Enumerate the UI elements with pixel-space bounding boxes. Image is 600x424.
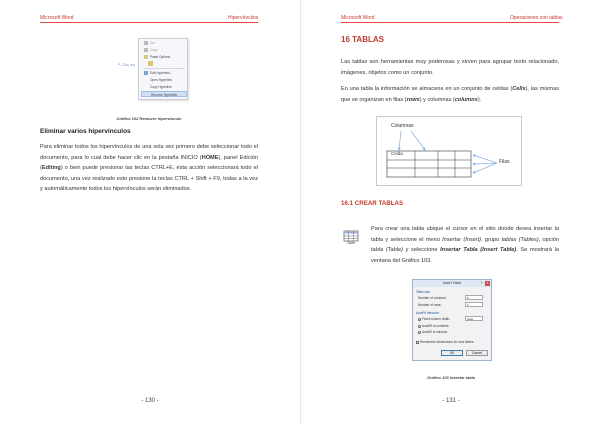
- radio-icon: [418, 331, 421, 334]
- table-size-section: Table size: [416, 290, 431, 294]
- context-menu-figure: [118, 38, 190, 102]
- menu-item-cut[interactable]: Cut: [144, 40, 155, 46]
- close-button[interactable]: x: [486, 281, 489, 285]
- autofit-section: AutoFit behavior: [416, 311, 440, 315]
- link-icon: [144, 71, 148, 75]
- row-arrow: [473, 163, 497, 164]
- diagram-cell-label: Celda: [391, 151, 403, 156]
- page-number-right: - 131 -: [442, 398, 460, 404]
- cancel-button[interactable]: Cancel: [466, 350, 488, 356]
- fixed-width-option[interactable]: Fixed column width:: [418, 317, 450, 321]
- autofit-contents-option[interactable]: AutoFit to contents: [418, 324, 449, 328]
- cols-stepper[interactable]: 5: [465, 295, 483, 300]
- column-arrow: [411, 131, 425, 150]
- table-diagram: [376, 116, 522, 186]
- checkbox-icon: [416, 341, 419, 344]
- clipboard-icon: [144, 55, 148, 59]
- menu-item-open-hyperlink[interactable]: Open Hyperlink: [150, 78, 172, 82]
- diagram-rows-label: Filas: [499, 159, 510, 165]
- menu-item-copy-hyperlink[interactable]: Copy Hyperlink: [150, 85, 172, 89]
- context-menu: [138, 38, 188, 100]
- pointer-icon: ↖: [118, 62, 122, 67]
- table-icon: [343, 229, 359, 249]
- right-header-section: Operaciones con tablas: [510, 15, 563, 21]
- figure-caption-103: Gráfico 103 Insertar tabla: [426, 375, 476, 380]
- right-header-rule: [341, 22, 559, 23]
- cells-paragraph: En una tabla la información se almacena en un conjunto de celdas (Cells), las mismas que se organizan en filas (rows) y columnas (columns).: [341, 86, 559, 103]
- row-arrow: [473, 163, 497, 173]
- ok-button[interactable]: OK: [441, 350, 463, 356]
- cols-label: Number of columns:: [418, 296, 447, 300]
- right-header-title: Microsoft Word: [341, 15, 375, 21]
- autofit-window-option[interactable]: AutoFit to window: [418, 330, 447, 334]
- intro-paragraph: Las tablas son herramientas muy poderosas y sirven para agrupar texto relacionado, imágenes, objetos como un conjunto.: [341, 59, 559, 76]
- menu-item-remove-hyperlink[interactable]: Remove Hyperlink: [141, 91, 187, 97]
- rows-stepper[interactable]: 2: [465, 302, 483, 307]
- fixed-width-select[interactable]: Auto: [465, 316, 483, 321]
- remember-dimensions-checkbox[interactable]: Remember dimensions for new tables: [416, 340, 474, 344]
- menu-separator: [143, 68, 185, 69]
- radio-selected-icon: [418, 318, 421, 321]
- help-icon[interactable]: ?: [480, 281, 483, 285]
- menu-item-edit-hyperlink[interactable]: Edit Hyperlink...: [144, 70, 172, 76]
- rows-label: Number of rows:: [418, 303, 442, 307]
- column-arrow: [399, 131, 401, 150]
- subsection-title: 16.1 CREAR TABLAS: [341, 200, 404, 207]
- paste-icon: [148, 61, 153, 66]
- figure-caption-102: Gráfico 102 Remover hipervínculo: [116, 116, 182, 121]
- menu-item-copy[interactable]: Copy: [144, 47, 157, 53]
- page-number-left: - 130 -: [141, 398, 159, 404]
- cursor-text: ↖ Clic aq: [118, 62, 135, 67]
- menu-item-paste-options[interactable]: Paste Options:: [144, 54, 171, 60]
- copy-icon: [144, 48, 148, 52]
- dialog-title: Insert Table: [413, 280, 491, 287]
- paste-icon-button[interactable]: [148, 60, 155, 66]
- table-icon-label: Table: [346, 241, 356, 245]
- radio-icon: [418, 325, 421, 328]
- create-paragraph-a: Para crear una tabla ubique el cursor en el sitio donde desea insertar la tabla y seleccione el menú Insertar (Insert), grupo tablas (Tables), opción tabla (Table) y seleccione Insertar Tabla (Insert Table). Se mostrará la ventana del Gráfico 103.: [371, 226, 560, 264]
- left-paragraph: Para eliminar todos los hipervínculos de una sola vez primero debe seleccionar todo el documento, para lo cual debe hacer clic en la pestaña INICIO (HOME), panel Edición (Editing) o bien puede presionar las teclas CTRL+E, ésta acción seleccionará todo el documento, una vez realizado esto presione la teclas CTRL + Shift + F9, todas a la vez y automáticamente todos los hipervínculos serán eliminados.: [40, 144, 259, 192]
- chapter-title: 16 TABLAS: [341, 35, 384, 44]
- row-arrow: [473, 155, 497, 163]
- insert-table-dialog: [412, 279, 492, 361]
- left-header-section: Hipervínculos: [228, 15, 259, 21]
- scissors-icon: [144, 41, 148, 45]
- left-header-rule: [40, 22, 258, 23]
- diagram-columns-label: Columnas: [391, 123, 414, 129]
- section-heading: Eliminar varios hipervínculos: [40, 128, 131, 135]
- left-header-title: Microsoft Word: [40, 15, 74, 21]
